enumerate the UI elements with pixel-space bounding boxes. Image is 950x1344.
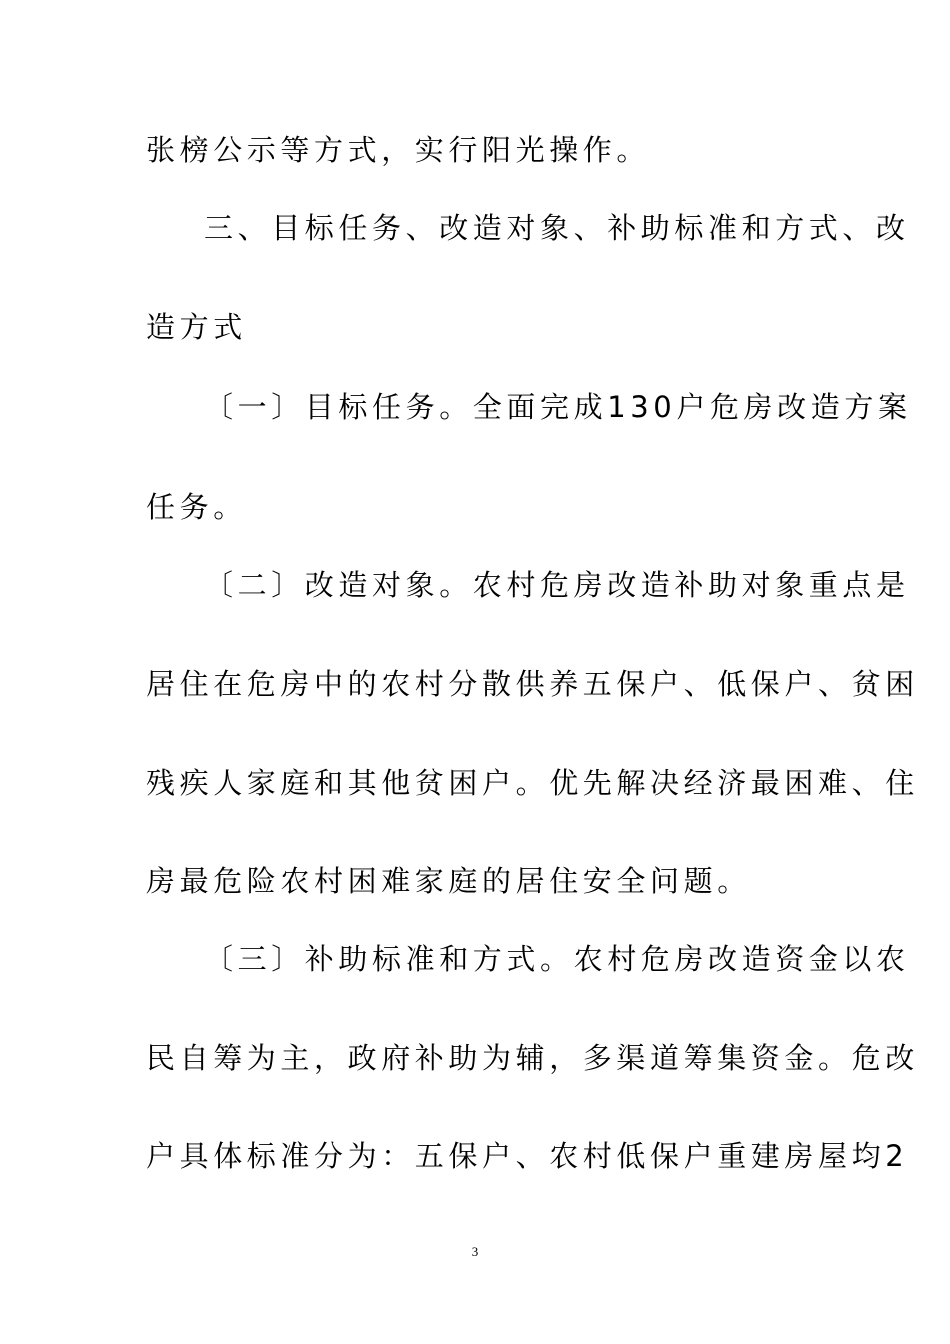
paragraph-line-9: 房最危险农村困难家庭的居住安全问题。 [146,864,751,898]
paragraph-line-12: 户具体标准分为：五保户、农村低保户重建房屋均2 [146,1139,909,1173]
paragraph-line-7: 居住在危房中的农村分散供养五保户、低保户、贫困 [146,667,919,701]
paragraph-line-5: 任务。 [146,490,247,524]
paragraph-line-10: 〔三〕补助标准和方式。农村危房改造资金以农 [204,942,910,976]
section-heading-line-2: 造方式 [146,310,247,344]
paragraph-line-11: 民自筹为主，政府补助为辅，多渠道筹集资金。危改 [146,1041,919,1075]
page-number: 3 [471,1244,479,1259]
paragraph-line-4: 〔一〕目标任务。全面完成130户危房改造方案 [204,390,912,424]
paragraph-line-6: 〔二〕改造对象。农村危房改造补助对象重点是 [204,568,910,602]
paragraph-line-8: 残疾人家庭和其他贫困户。优先解决经济最困难、住 [146,766,919,800]
section-heading-line-1: 三、目标任务、改造对象、补助标准和方式、改 [204,211,910,245]
paragraph-line-1: 张榜公示等方式，实行阳光操作。 [146,133,651,167]
